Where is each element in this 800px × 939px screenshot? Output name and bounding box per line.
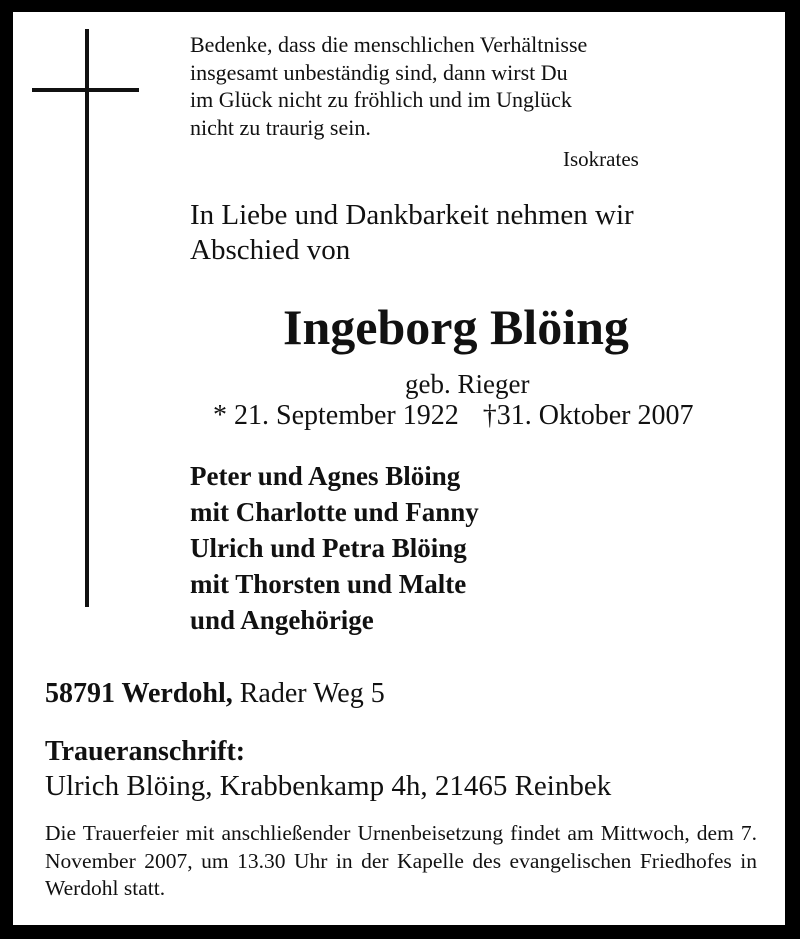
ceremony-info: Die Trauerfeier mit anschließender Urnenbeisetzung findet am Mittwoch, dem 7. November 2007, um 13.30 Uhr in der Kapelle des evangelischen Friedhofes in Werdohl statt.	[45, 821, 757, 900]
cross-icon-bar	[32, 88, 139, 92]
quote-line: im Glück nicht zu fröhlich und im Unglück	[190, 87, 572, 112]
deceased-name: Ingeborg Blöing	[283, 299, 629, 355]
address-street: Rader Weg 5	[239, 678, 385, 709]
family-member: und Angehörige	[190, 605, 374, 635]
intro-line: In Liebe und Dankbarkeit nehmen wir	[190, 199, 634, 231]
birth-name: geb. Rieger	[405, 369, 530, 399]
intro-line: Abschied von	[190, 234, 351, 266]
quote-line: Bedenke, dass die menschlichen Verhältnisse	[190, 32, 588, 57]
family-list	[190, 458, 479, 638]
cross-icon	[85, 29, 89, 607]
mourning-address-label: Traueranschrift:	[45, 736, 246, 767]
intro-text	[190, 198, 634, 268]
quote-line: nicht zu traurig sein.	[190, 114, 371, 140]
family-member: Peter und Agnes Blöing	[190, 461, 461, 491]
quote	[190, 31, 587, 141]
quote-line: insgesamt unbeständig sind, dann wirst Du	[190, 59, 568, 85]
family-member: mit Thorsten und Malte	[190, 569, 467, 599]
family-member: Ulrich und Petra Blöing	[190, 533, 467, 563]
mourning-address: Ulrich Blöing, Krabbenkamp 4h, 21465 Reinbek	[45, 770, 612, 802]
address-city: 58791 Werdohl,	[45, 678, 233, 709]
death-date: †31. Oktober 2007	[482, 400, 694, 431]
quote-author: Isokrates	[563, 147, 639, 171]
family-member: mit Charlotte und Fanny	[190, 497, 479, 527]
obituary-notice	[13, 12, 785, 925]
family-address	[45, 680, 385, 708]
life-dates	[213, 402, 694, 430]
birth-date: * 21. September 1922	[213, 400, 459, 431]
